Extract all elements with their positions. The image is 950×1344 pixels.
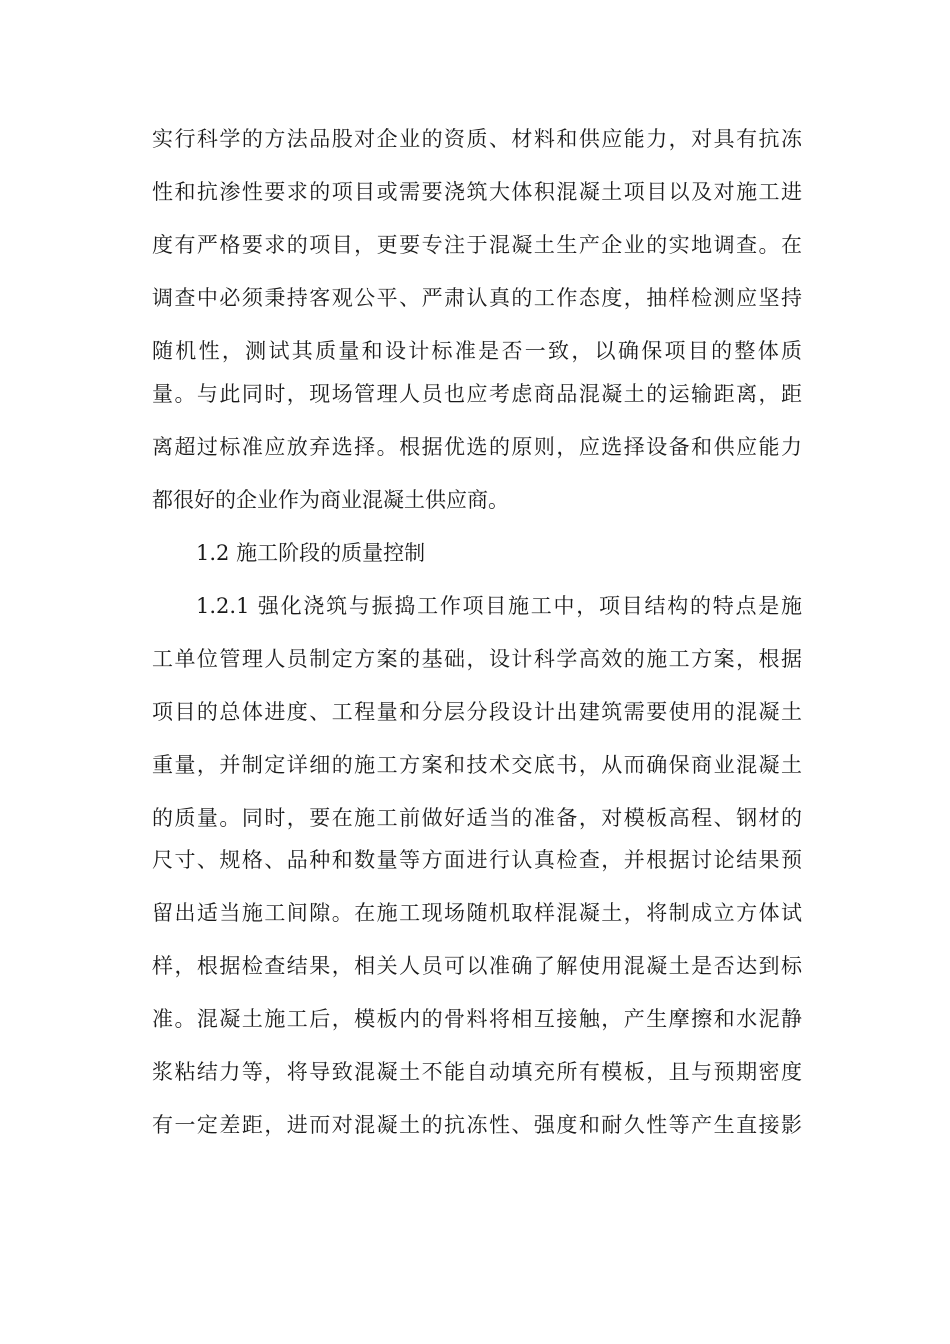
paragraph-1-line-5: 随机性，测试其质量和设计标准是否一致，以确保项目的整体质 bbox=[152, 339, 802, 363]
paragraph-2-line-11: 有一定差距，进而对混凝土的抗冻性、强度和耐久性等产生直接影 bbox=[152, 1113, 802, 1137]
paragraph-2-line-7: 留出适当施工间隙。在施工现场随机取样混凝土，将制成立方体试 bbox=[152, 901, 802, 925]
paragraph-2-line-5: 的质量。同时，要在施工前做好适当的准备，对模板高程、钢材的 bbox=[152, 806, 802, 830]
paragraph-1-line-6: 量。与此同时，现场管理人员也应考虑商品混凝土的运输距离，距 bbox=[152, 382, 802, 406]
section-heading-1-2: 1.2 施工阶段的质量控制 bbox=[196, 541, 426, 565]
paragraph-1-line-7: 离超过标准应放弃选择。根据优选的原则，应选择设备和供应能力 bbox=[152, 435, 802, 459]
paragraph-2-line-8: 样，根据检查结果，相关人员可以准确了解使用混凝土是否达到标 bbox=[152, 954, 802, 978]
paragraph-2-line-3: 项目的总体进度、工程量和分层分段设计出建筑需要使用的混凝土 bbox=[152, 700, 802, 724]
paragraph-1-line-2: 性和抗渗性要求的项目或需要浇筑大体积混凝土项目以及对施工进 bbox=[152, 180, 802, 204]
paragraph-1-line-3: 度有严格要求的项目，更要专注于混凝土生产企业的实地调查。在 bbox=[152, 233, 802, 257]
paragraph-2-line-4: 重量，并制定详细的施工方案和技术交底书，从而确保商业混凝土 bbox=[152, 753, 802, 777]
paragraph-2-line-10: 浆粘结力等，将导致混凝土不能自动填充所有模板，且与预期密度 bbox=[152, 1060, 802, 1084]
paragraph-2-line-2: 工单位管理人员制定方案的基础，设计科学高效的施工方案，根据 bbox=[152, 647, 802, 671]
paragraph-2-line-1: 1.2.1 强化浇筑与振捣工作项目施工中，项目结构的特点是施 bbox=[196, 594, 802, 618]
paragraph-2-line-9: 准。混凝土施工后，模板内的骨料将相互接触，产生摩擦和水泥静 bbox=[152, 1007, 802, 1031]
paragraph-1-line-1: 实行科学的方法品股对企业的资质、材料和供应能力，对具有抗冻 bbox=[152, 127, 802, 151]
paragraph-1-line-8: 都很好的企业作为商业混凝土供应商。 bbox=[152, 488, 509, 512]
paragraph-2-line-6: 尺寸、规格、品种和数量等方面进行认真检查，并根据讨论结果预 bbox=[152, 848, 802, 872]
paragraph-1-line-4: 调查中必须秉持客观公平、严肃认真的工作态度，抽样检测应坚持 bbox=[152, 286, 802, 310]
